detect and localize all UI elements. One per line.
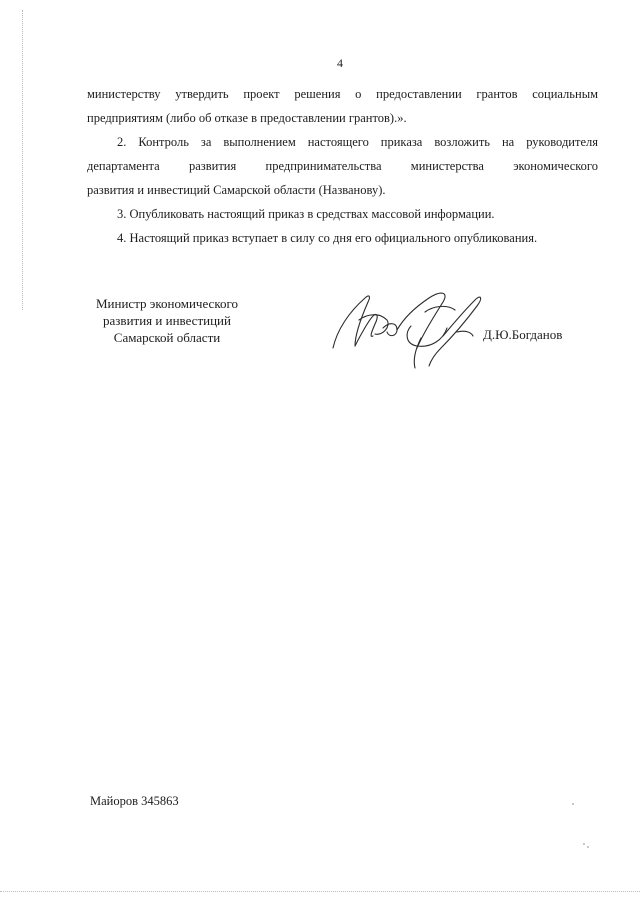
signatory-title-line: Самарской области [113,330,221,345]
scan-edge-left [22,10,23,310]
scan-edge-bottom [0,891,640,892]
paragraph-line: 2. Контроль за выполнением настоящего приказа возложить на руководителя [117,135,598,149]
handwritten-signature [325,276,500,371]
signatory-title-line: развития и инвестиций [103,313,231,328]
paragraph-effective-date [87,226,598,250]
executor-contact: Майоров 345863 [90,794,179,808]
paragraph-control [87,130,598,202]
signatory-name: Д.Ю.Богданов [483,327,563,342]
paragraph-line: 4. Настоящий приказ вступает в силу со дня его официального опубликования. [117,231,538,245]
signatory-title [62,295,272,346]
paragraph-publish [87,202,598,226]
paragraph-line: 3. Опубликовать настоящий приказ в средствах массовой информации. [117,207,495,221]
page-number: 4 [337,56,343,70]
paragraph-line: предприятиям (либо об отказе в предоставлении грантов).». [87,111,407,125]
scan-speck [587,846,589,848]
paragraph-line: министерству утвердить проект решения о предоставлении грантов социальным [87,87,598,101]
scan-speck [583,843,585,845]
signatory-title-line: Министр экономического [96,296,238,311]
scan-speck [572,803,574,805]
paragraph-line: департамента развития предпринимательства министерства экономического [87,159,598,173]
paragraph-grant-decision [87,82,598,130]
paragraph-line: развития и инвестиций Самарской области (Названову). [87,183,386,197]
